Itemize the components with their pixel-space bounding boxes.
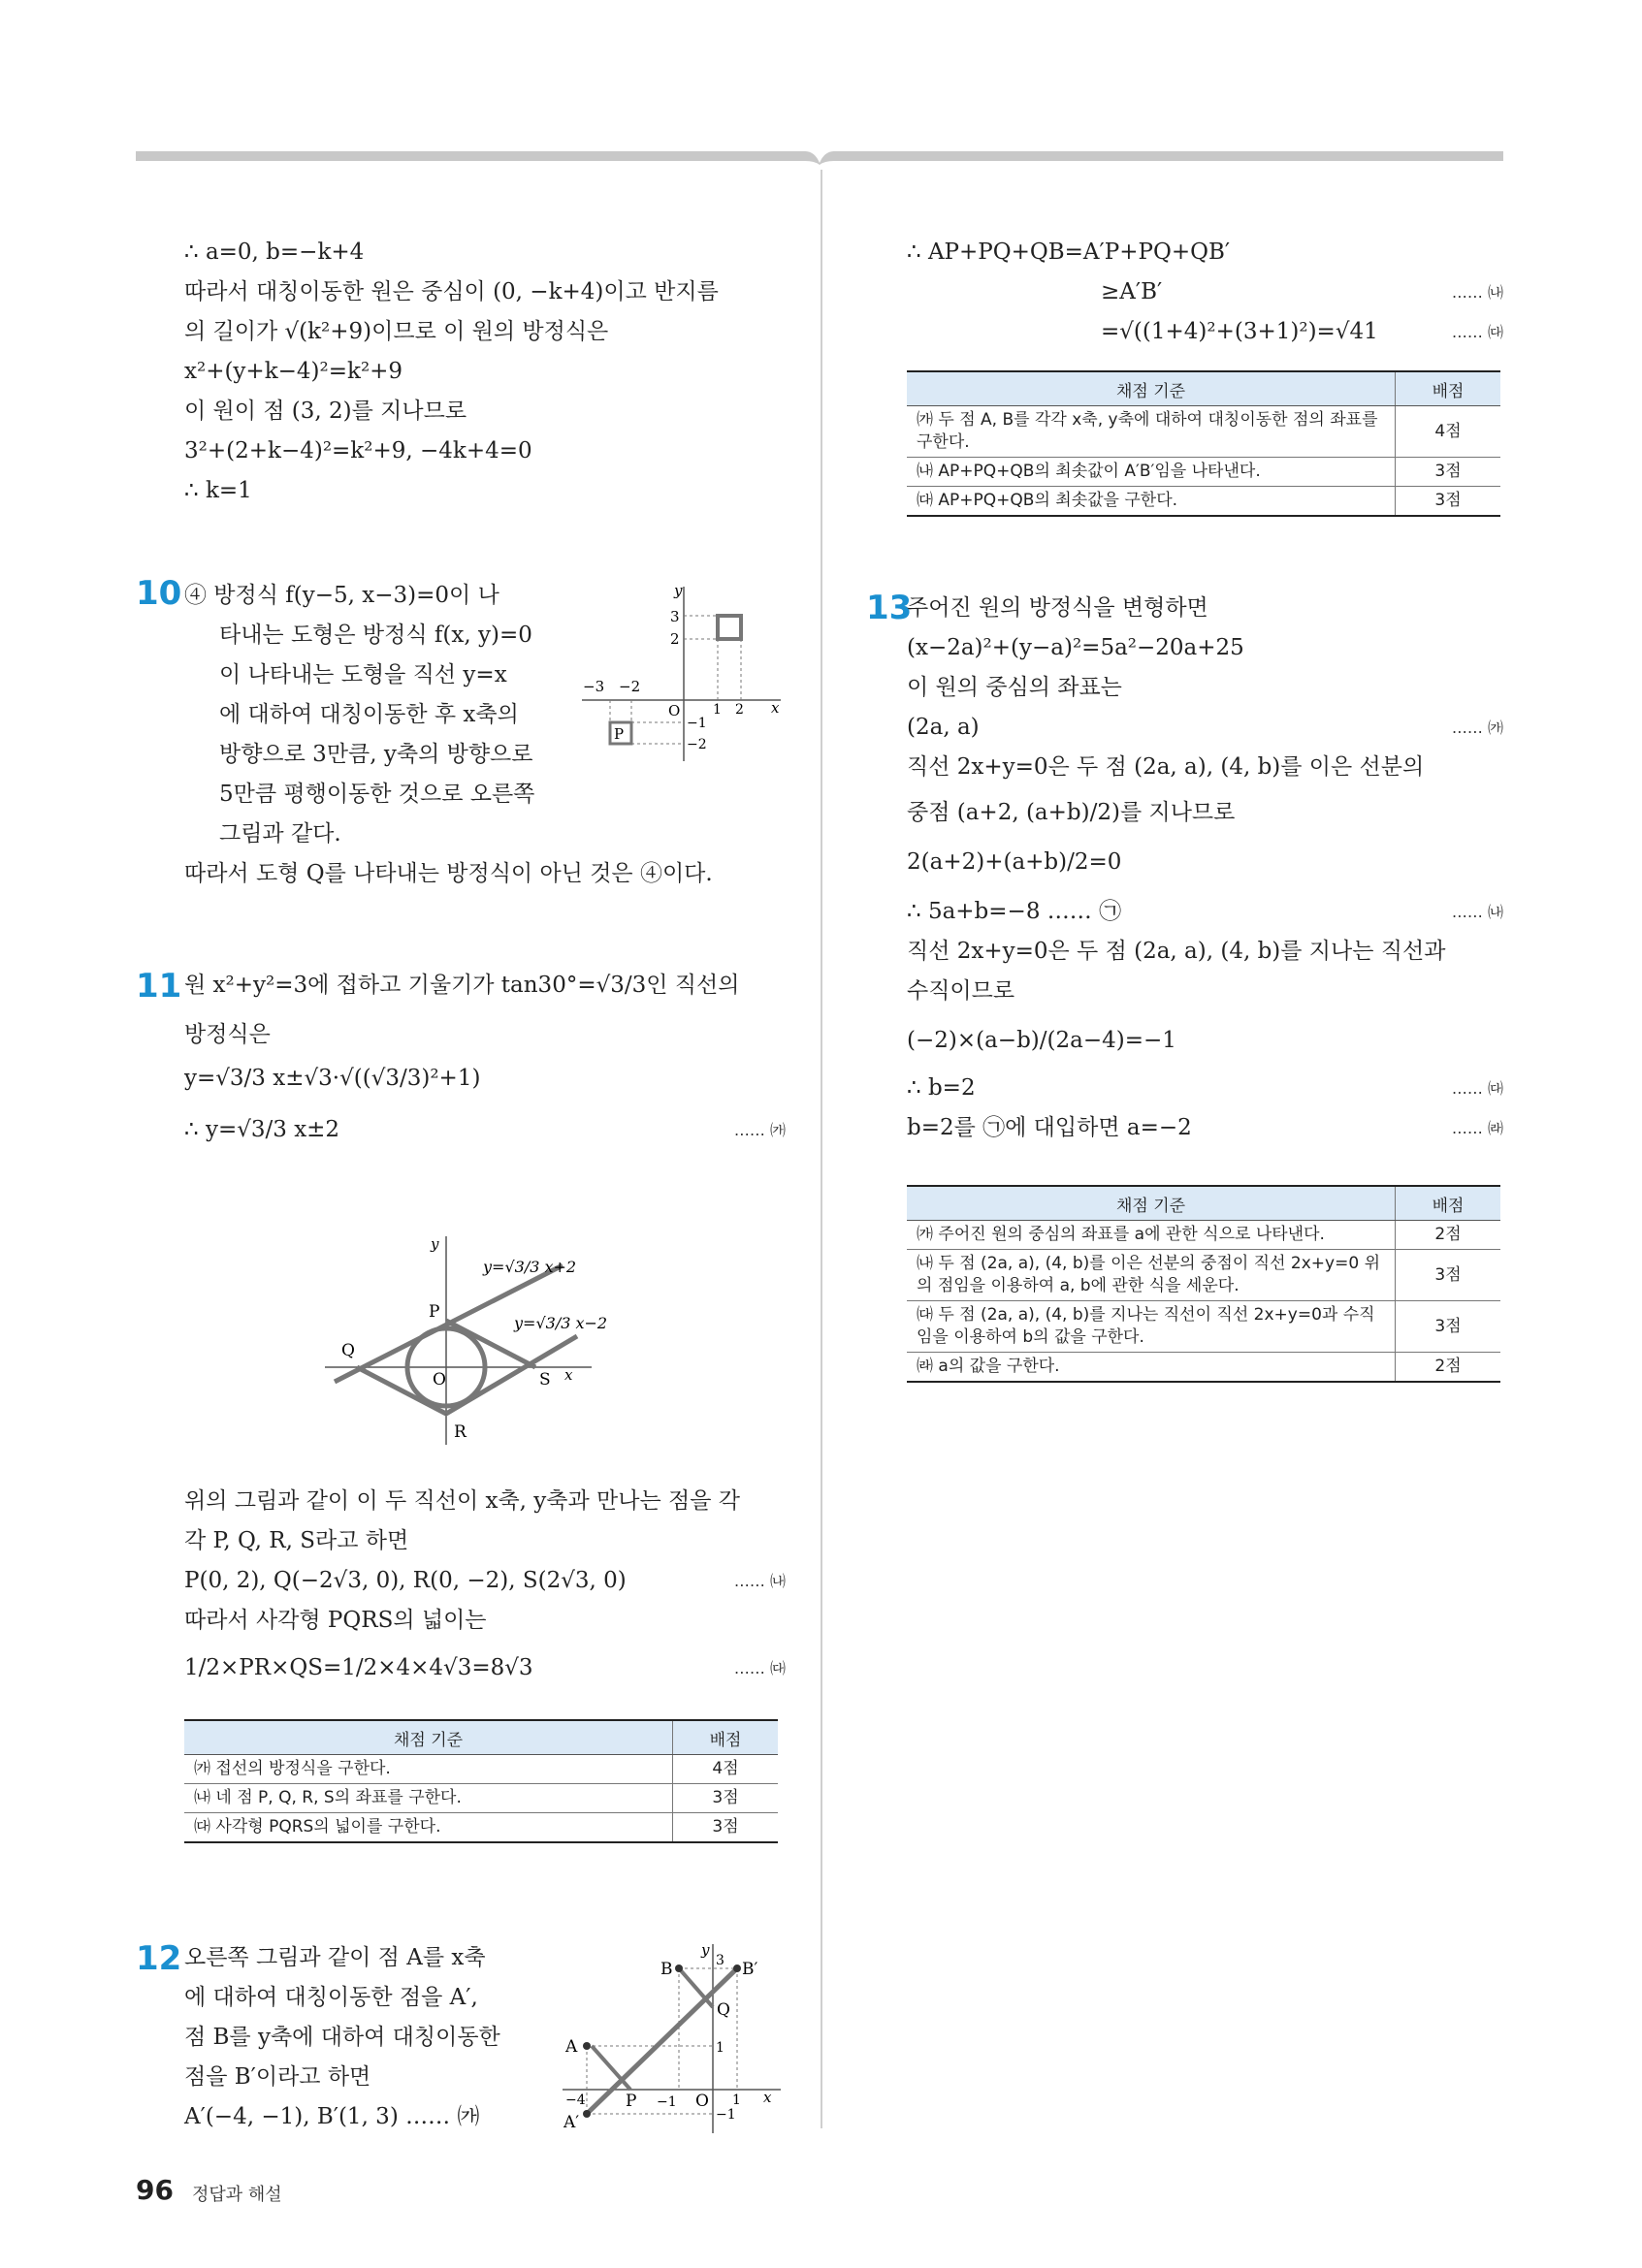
- p13-line: 직선 2x+y=0은 두 점 (2a, a), (4, b)를 지나는 직선과: [907, 939, 1446, 964]
- segment-qb: [679, 1968, 713, 2007]
- table-header: 배점: [1396, 371, 1501, 406]
- problem-number-11: 11: [136, 967, 182, 1006]
- p12-line: A′(−4, −1), B′(1, 3) …… ㈎: [184, 2104, 480, 2129]
- tangent-lower: [446, 1336, 577, 1414]
- p11-after-line: 위의 그림과 같이 이 두 직선이 x축, y축과 만나는 점을 각: [184, 1488, 740, 1514]
- p13-line: 주어진 원의 방정식을 변형하면: [907, 595, 1208, 621]
- p13-line: [907, 1069, 1503, 1108]
- cont-line: 의 길이가 √(k²+9)이므로 이 원의 방정식은: [184, 319, 609, 344]
- p13-line: 직선 2x+y=0은 두 점 (2a, a), (4, b)를 이은 선분의: [907, 754, 1425, 780]
- segment-ap: [592, 2046, 630, 2090]
- fig10-tick-m1: −1: [687, 716, 707, 731]
- cont-line: 3²+(2+k−4)²=k²+9, −4k+4=0: [184, 438, 532, 463]
- mark-na: …… ㈏: [733, 1572, 786, 1590]
- p13-center: (2a, a): [907, 715, 980, 740]
- fig11-y-label: y: [431, 1235, 439, 1253]
- fig11-x-label: x: [564, 1366, 573, 1384]
- cont-line: 따라서 대칭이동한 원은 중심이 (0, −k+4)이고 반지름: [184, 279, 719, 304]
- mark-ga: …… ㈎: [733, 1121, 786, 1139]
- fig12-tick-m1: −1: [657, 2094, 677, 2110]
- problem-12-text: [184, 1938, 553, 2137]
- p13-line: 이 원의 중심의 좌표는: [907, 675, 1122, 700]
- mark-na: …… ㈏: [1451, 283, 1503, 302]
- page-number: 96: [136, 2174, 174, 2206]
- p10-conclusion: [184, 854, 713, 894]
- table-header: 채점 기준: [184, 1720, 673, 1755]
- fig10-label-p: P: [614, 725, 625, 743]
- fig10-tick-1: 1: [713, 702, 722, 718]
- fig12-tick-3: 3: [716, 1953, 724, 1968]
- p11-scoring-table: [184, 1719, 778, 1843]
- problem-11-text: [184, 966, 786, 1150]
- fig12-tick-m4: −4: [565, 2092, 586, 2108]
- fig12-label-ap: A′: [563, 2113, 580, 2132]
- p12c-ineq: ≥A′B′: [1101, 279, 1163, 304]
- fig12-label-a: A: [565, 2037, 578, 2057]
- p11-after-text: [184, 1482, 786, 1688]
- fig10-x-label: x: [771, 699, 780, 717]
- p11-line: 원 x²+y²=3에 접하고 기울기가 tan30°=√3/3인 직선의: [184, 973, 740, 998]
- problem-number-12: 12: [136, 1939, 182, 1978]
- p10-figure: [577, 582, 786, 766]
- p10-line: 타내는 도형은 방정식 f(x, y)=0: [219, 623, 532, 648]
- p11-after-line: [184, 1648, 786, 1688]
- fig10-y-label: y: [674, 582, 683, 599]
- fig11-label-r: R: [454, 1422, 467, 1442]
- column-divider: [821, 170, 822, 2128]
- fig10-tick-2x: 2: [735, 702, 744, 718]
- p11-after-line: 각 P, Q, R, S라고 하면: [184, 1528, 409, 1553]
- p10-line: 에 대하여 대칭이동한 후 x축의: [219, 702, 519, 727]
- problem-number-13: 13: [866, 589, 913, 627]
- fig11-line1-label: y=√3/3 x+2: [483, 1258, 577, 1276]
- p11-line: 방정식은: [184, 1022, 271, 1047]
- fig12-y-label: y: [701, 1941, 710, 1959]
- p11-after-line: 따라서 사각형 PQRS의 넓이는: [184, 1608, 487, 1633]
- p12-figure: [558, 1939, 786, 2138]
- p11-line: [184, 1110, 786, 1150]
- fig12-label-bp: B′: [742, 1960, 758, 1979]
- table-header: 채점 기준: [907, 1186, 1396, 1221]
- table-row: ㈐ 사각형 PQRS의 넓이를 구한다. 3점: [184, 1813, 778, 1843]
- fig11-label-q: Q: [341, 1341, 355, 1360]
- segment-apbp: [587, 1968, 737, 2114]
- table-row: ㈐ 두 점 (2a, a), (4, b)를 지나는 직선이 직선 2x+y=0과 수직임을 이용하여 b의 값을 구한다. 3점: [907, 1301, 1500, 1353]
- cont-line: ∴ k=1: [184, 478, 252, 503]
- footer-label: 정답과 해설: [192, 2185, 282, 2205]
- p13-line: [907, 1108, 1503, 1148]
- fig12-x-label: x: [763, 2089, 772, 2106]
- table-header: 채점 기준: [907, 371, 1396, 406]
- p10-conclusion-text: 따라서 도형 Q를 나타내는 방정식이 아닌 것은 ④이다.: [184, 861, 713, 886]
- p13-line: [907, 892, 1503, 932]
- table-row: ㈑ a의 값을 구한다. 2점: [907, 1353, 1500, 1383]
- p13-line: 2(a+2)+(a+b)/2=0: [907, 849, 1122, 875]
- p13-line: (−2)×(a−b)/(2a−4)=−1: [907, 1028, 1176, 1053]
- p12c-value: =√((1+4)²+(3+1)²)=√41: [1101, 319, 1378, 344]
- p11-answer: ∴ y=√3/3 x±2: [184, 1117, 340, 1142]
- fig12-label-p: P: [626, 2092, 637, 2111]
- mark-da: …… ㈐: [1451, 323, 1503, 341]
- p12c-line: [907, 272, 1503, 312]
- p12-line: 에 대하여 대칭이동한 점을 A′,: [184, 1985, 478, 2010]
- p11-line: y=√3/3 x±√3·√((√3/3)²+1): [184, 1066, 481, 1091]
- p11-after-line: [184, 1561, 786, 1601]
- p12-line: 점을 B′이라고 하면: [184, 2064, 371, 2090]
- fig12-tick-m1y: −1: [716, 2107, 736, 2123]
- table-row: ㈐ AP+PQ+QB의 최솟값을 구한다. 3점: [907, 487, 1500, 517]
- p13-a: b=2를 ㉠에 대입하면 a=−2: [907, 1115, 1192, 1140]
- problem-10-text: [184, 576, 572, 854]
- fig12-tick-1x: 1: [732, 2092, 741, 2108]
- p13-line: [907, 708, 1503, 748]
- cont-line: ∴ a=0, b=−k+4: [184, 240, 365, 265]
- prev-solution-continuation: [184, 233, 786, 511]
- p13-eq1: ∴ 5a+b=−8 …… ㉠: [907, 899, 1122, 924]
- fig10-origin: O: [668, 702, 681, 719]
- fig12-tick-1: 1: [716, 2040, 724, 2056]
- shape-q: [718, 616, 741, 639]
- mark-ga: …… ㈎: [1451, 719, 1503, 737]
- problem-13-text: [907, 589, 1503, 1148]
- table-row: ㈎ 주어진 원의 중심의 좌표를 a에 관한 식으로 나타낸다. 2점: [907, 1221, 1500, 1250]
- p13-scoring-table: [907, 1185, 1500, 1383]
- table-row: ㈎ 두 점 A, B를 각각 x축, y축에 대하여 대칭이동한 점의 좌표를 구한다. 4점: [907, 406, 1500, 458]
- fig11-label-s: S: [539, 1370, 551, 1390]
- p11-figure: [320, 1231, 611, 1450]
- p10-line: 5만큼 평행이동한 것으로 오른쪽: [219, 782, 535, 807]
- p13-b: ∴ b=2: [907, 1075, 976, 1101]
- fig10-tick-2: 2: [670, 630, 680, 648]
- p12-scoring-table: [907, 370, 1500, 517]
- table-header: 배점: [673, 1720, 779, 1755]
- p11-points: P(0, 2), Q(−2√3, 0), R(0, −2), S(2√3, 0): [184, 1568, 627, 1593]
- mark-da: …… ㈐: [1451, 1079, 1503, 1098]
- p12c-line: ∴ AP+PQ+QB=A′P+PQ+QB′: [907, 240, 1231, 265]
- p11-area: 1/2×PR×QS=1/2×4×4√3=8√3: [184, 1655, 533, 1680]
- fig11-line2-label: y=√3/3 x−2: [514, 1314, 608, 1332]
- fig12-label-q: Q: [717, 2000, 730, 2020]
- fig10-tick-m2: −2: [619, 678, 641, 695]
- p10-line: 이 나타내는 도형을 직선 y=x: [219, 662, 507, 687]
- table-header: 배점: [1396, 1186, 1501, 1221]
- fig12-origin: O: [695, 2092, 709, 2111]
- fig10-tick-m2y: −2: [687, 737, 707, 752]
- fig11-label-p: P: [429, 1302, 440, 1322]
- p12-line: 점 B를 y축에 대하여 대칭이동한: [184, 2025, 500, 2050]
- p13-line: 수직이므로: [907, 978, 1015, 1004]
- problem-number-10: 10: [136, 574, 182, 613]
- cont-line: 이 원이 점 (3, 2)를 지나므로: [184, 399, 467, 424]
- fig10-tick-m3: −3: [583, 678, 605, 695]
- cont-line: x²+(y+k−4)²=k²+9: [184, 359, 403, 384]
- fig10-tick-3: 3: [670, 608, 680, 625]
- mark-ra: …… ㈑: [1451, 1119, 1503, 1137]
- p13-line: 중점 (a+2, (a+b)/2)를 지나므로: [907, 800, 1236, 825]
- fig11-origin: O: [433, 1370, 446, 1390]
- table-row: ㈏ 두 점 (2a, a), (4, b)를 이은 선분의 중점이 직선 2x+y=0 위의 점임을 이용하여 a, b에 관한 식을 세운다. 3점: [907, 1250, 1500, 1301]
- p12c-line: [907, 312, 1503, 352]
- mark-da: …… ㈐: [733, 1659, 786, 1677]
- table-row: ㈏ 네 점 P, Q, R, S의 좌표를 구한다. 3점: [184, 1784, 778, 1813]
- table-row: ㈎ 접선의 방정식을 구한다. 4점: [184, 1755, 778, 1784]
- p12-continuation: [907, 233, 1503, 352]
- p10-line: ④ 방정식 f(y−5, x−3)=0이 나: [184, 583, 499, 608]
- mark-na: …… ㈏: [1451, 903, 1503, 921]
- p13-line: (x−2a)²+(y−a)²=5a²−20a+25: [907, 635, 1244, 660]
- fig12-label-b: B: [660, 1960, 673, 1979]
- table-row: ㈏ AP+PQ+QB의 최솟값이 A′B′임을 나타낸다. 3점: [907, 458, 1500, 487]
- p10-line: 방향으로 3만큼, y축의 방향으로: [219, 742, 533, 767]
- p12-line: 오른쪽 그림과 같이 점 A를 x축: [184, 1945, 486, 1970]
- top-decorative-bar: [136, 147, 1503, 165]
- p10-line: 그림과 같다.: [219, 821, 341, 847]
